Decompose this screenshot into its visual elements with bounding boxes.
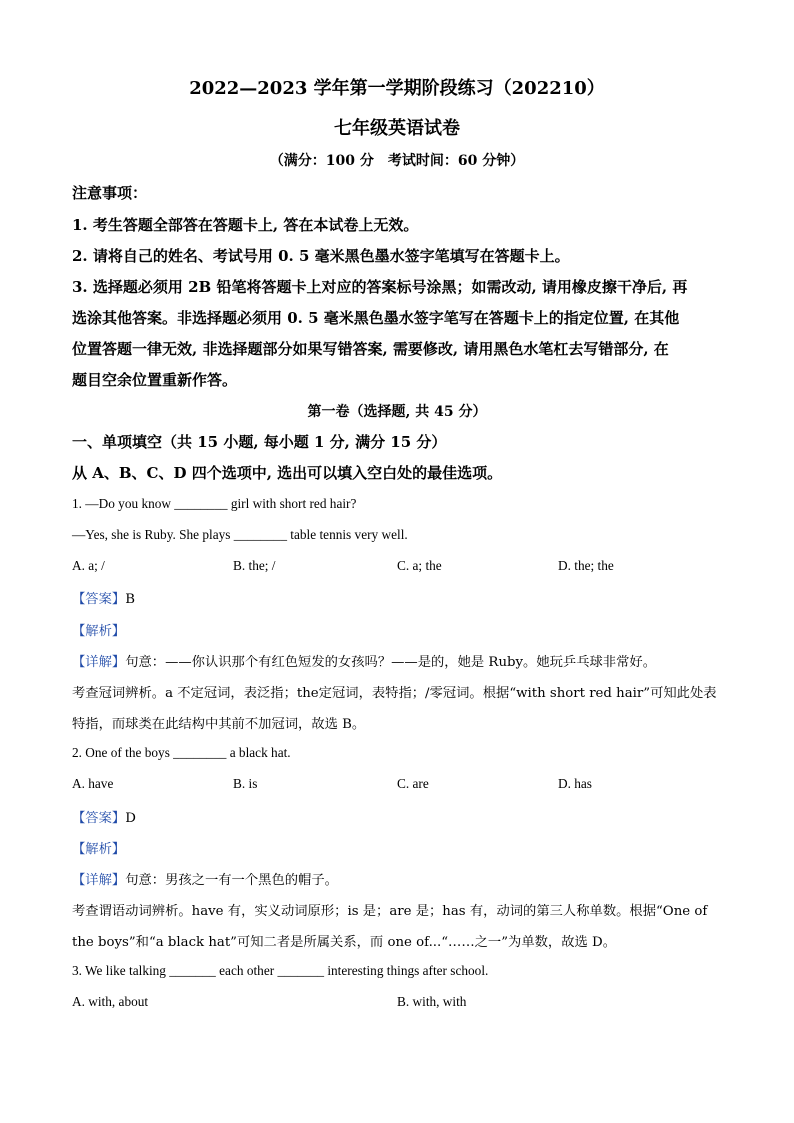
- option-d: D. has: [558, 776, 592, 791]
- analysis-tag: 【解析】: [72, 842, 126, 857]
- option-c: C. are: [397, 776, 429, 791]
- question-stem: 1. —Do you know ________ girl with short red hair?: [72, 496, 357, 511]
- answer-line: [72, 588, 135, 607]
- option-c: C. a; the: [397, 558, 442, 573]
- exam-title: 2022—2023 学年第一学期阶段练习（202210）: [189, 78, 605, 99]
- option-a: A. a; /: [72, 558, 105, 573]
- answer-line: [72, 807, 136, 826]
- analysis-tag: 【解析】: [72, 624, 126, 639]
- option-a: A. have: [72, 776, 114, 791]
- option-b: B. with, with: [397, 994, 467, 1009]
- note-item: 1. 考生答题全部答在答题卡上, 答在本试卷上无效。: [72, 216, 419, 234]
- note-item: 选涂其他答案。非选择题必须用 0. 5 毫米黑色墨水签字笔写在答题卡上的指定位置, 在其他: [72, 309, 680, 327]
- exam-subtitle: 七年级英语试卷: [334, 118, 460, 139]
- explanation-line: 考查谓语动词辨析。have 有，实义动词原形；is 是；are 是；has 有，动词的第三人称单数。根据“One of: [72, 904, 708, 919]
- question-stem: 3. We like talking _______ each other _______ interesting things after school.: [72, 963, 489, 978]
- answer-value: D: [125, 811, 136, 826]
- option-b: B. the; /: [233, 558, 276, 573]
- detail-text: 句意：男孩之一有一个黑色的帽子。: [125, 873, 338, 888]
- answer-value: B: [125, 592, 135, 607]
- note-item: 3. 选择题必须用 2B 铅笔将答题卡上对应的答案标号涂黑；如需改动, 请用橡皮擦干净后, 再: [72, 278, 688, 296]
- analysis-line: [72, 620, 125, 639]
- note-item: 题目空余位置重新作答。: [72, 371, 238, 389]
- explanation-line: the boys”和“a black hat”可知二者是所属关系，而 one of...“……之一”为单数，故选 D。: [72, 935, 616, 950]
- option-d: D. the; the: [558, 558, 614, 573]
- answer-tag: 【答案】: [72, 811, 126, 826]
- note-item: 位置答题一律无效, 非选择题部分如果写错答案, 需要修改, 请用黑色水笔杠去写错部分, 在: [72, 340, 669, 358]
- option-a: A. with, about: [72, 994, 149, 1009]
- detail-tag: 【详解】: [72, 655, 126, 670]
- detail-line: [72, 869, 338, 888]
- answer-tag: 【答案】: [72, 592, 126, 607]
- note-item: 2. 请将自己的姓名、考试号用 0. 5 毫米黑色墨水签字笔填写在答题卡上。: [72, 247, 570, 265]
- detail-line: [72, 651, 656, 670]
- option-b: B. is: [233, 776, 258, 791]
- detail-text: 句意：——你认识那个有红色短发的女孩吗？——是的，她是 Ruby。她玩乒乓球非常好。: [125, 655, 656, 670]
- detail-tag: 【详解】: [72, 873, 126, 888]
- part-heading: 一、单项填空（共 15 小题, 每小题 1 分, 满分 15 分）: [72, 433, 447, 451]
- explanation-line: 特指，而球类在此结构中其前不加冠词，故选 B。: [72, 717, 366, 732]
- notes-heading: 注意事项：: [72, 184, 148, 202]
- explanation-line: 考查冠词辨析。a 不定冠词，表泛指；the定冠词，表特指；/零冠词。根据“with short red hair”可知此处表: [72, 686, 717, 701]
- score-info: （满分：100 分 考试时间：60 分钟）: [269, 153, 525, 169]
- question-stem: —Yes, she is Ruby. She plays ________ table tennis very well.: [72, 527, 408, 542]
- part-instruction: 从 A、B、C、D 四个选项中, 选出可以填入空白处的最佳选项。: [72, 464, 503, 482]
- question-stem: 2. One of the boys ________ a black hat.: [72, 745, 291, 760]
- analysis-line: [72, 838, 125, 857]
- volume-heading: 第一卷（选择题, 共 45 分）: [307, 404, 487, 420]
